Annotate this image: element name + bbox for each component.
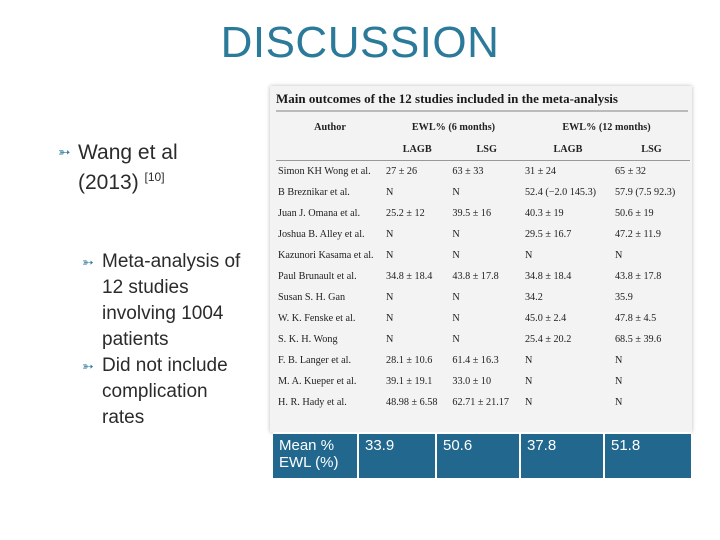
author-cell: Juan J. Omana et al. <box>278 208 361 219</box>
header-ewl-12-months: EWL% (12 months) <box>562 121 651 133</box>
value-cell: 25.2 ± 12 <box>386 208 425 219</box>
value-cell: N <box>614 355 623 366</box>
value-cell: 39.1 ± 19.1 <box>386 376 433 387</box>
mean-value-lagb-6: 33.9 <box>359 434 437 478</box>
value-cell: 27 ± 26 <box>384 161 450 183</box>
table-row <box>276 392 690 413</box>
value-cell: N <box>524 376 533 387</box>
value-cell: 47.8 ± 4.5 <box>614 313 657 324</box>
value-cell: 35.9 <box>614 292 633 303</box>
table-row <box>276 224 690 245</box>
value-cell: 43.8 ± 17.8 <box>452 271 499 282</box>
sub-bullet-line: complication <box>102 381 208 402</box>
value-cell: 57.9 (7.5 92.3) <box>614 187 676 198</box>
mean-value-lagb-12: 37.8 <box>521 434 605 478</box>
value-cell: N <box>614 250 623 261</box>
value-cell: N <box>386 292 394 303</box>
bullet-arrow-icon: ➳ <box>58 144 71 161</box>
mean-value-lsg-6: 50.6 <box>437 434 521 478</box>
table-body <box>276 161 690 414</box>
table-row <box>276 350 690 371</box>
author-cell: F. B. Langer et al. <box>278 355 352 366</box>
value-cell: N <box>452 187 460 198</box>
value-cell: 33.0 ± 10 <box>452 376 492 387</box>
bullet-arrow-icon: ➳ <box>82 358 94 374</box>
value-cell: N <box>452 313 460 324</box>
sub-bullet-line: involving 1004 <box>102 303 224 324</box>
value-cell: 62.71 ± 21.17 <box>452 397 509 408</box>
table-divider <box>276 110 688 112</box>
value-cell: N <box>386 334 394 345</box>
sub-bullet-line: rates <box>102 407 145 428</box>
value-cell: 47.2 ± 11.9 <box>614 229 661 240</box>
value-cell: 52.4 (−2.0 145.3) <box>524 187 597 198</box>
table-row <box>276 308 690 329</box>
value-cell: 61.4 ± 16.3 <box>452 355 499 366</box>
value-cell: N <box>452 250 460 261</box>
value-cell: 29.5 ± 16.7 <box>524 229 572 240</box>
sub-bullet-line: Did not include <box>102 355 228 376</box>
citation-ref: [10] <box>144 170 165 184</box>
table-row <box>276 287 690 308</box>
sub-bullet-complications <box>82 353 273 431</box>
header-author: Author <box>314 121 346 133</box>
value-cell: N <box>524 397 533 408</box>
outcomes-table <box>276 116 690 413</box>
sub-bullet-meta-analysis <box>82 249 273 353</box>
author-cell: Simon KH Wong et al. <box>276 161 384 183</box>
table-row <box>276 266 690 287</box>
value-cell: N <box>614 376 623 387</box>
bullet-list <box>58 140 273 431</box>
value-cell: 43.8 ± 17.8 <box>614 271 662 282</box>
table-row <box>276 329 690 350</box>
sub-bullet-line: patients <box>102 329 169 350</box>
bullet-citation <box>58 140 273 195</box>
table-row <box>276 161 690 183</box>
slide-title: DISCUSSION <box>220 18 500 67</box>
value-cell: 65 ± 32 <box>613 161 690 183</box>
mean-ewl-row <box>273 432 691 478</box>
mean-ewl-label: Mean % EWL (%) <box>273 434 359 478</box>
header-ewl-6-months: EWL% (6 months) <box>411 121 496 133</box>
value-cell: N <box>452 229 460 240</box>
author-cell: M. A. Kueper et al. <box>278 376 357 387</box>
value-cell: N <box>386 229 394 240</box>
value-cell: N <box>386 187 394 198</box>
value-cell: 25.4 ± 20.2 <box>524 334 572 345</box>
value-cell: N <box>452 292 460 303</box>
author-cell: Paul Brunault et al. <box>278 271 357 282</box>
subheader-lagb: LAGB <box>553 143 583 155</box>
table-row <box>276 203 690 224</box>
author-cell: H. R. Hady et al. <box>278 397 347 408</box>
bullet-arrow-icon: ➳ <box>82 254 94 270</box>
sub-bullet-line: 12 studies <box>102 277 189 298</box>
value-cell: 34.2 <box>524 292 543 303</box>
table-row <box>276 245 690 266</box>
value-cell: N <box>614 397 623 408</box>
value-cell: N <box>386 313 394 324</box>
value-cell: N <box>386 250 394 261</box>
author-cell: S. K. H. Wong <box>278 334 338 345</box>
value-cell: 31 ± 24 <box>523 161 613 183</box>
outcomes-table-image <box>270 86 692 432</box>
citation-year: (2013) <box>78 171 139 194</box>
subheader-lagb: LAGB <box>402 143 432 155</box>
mean-value-lsg-12: 51.8 <box>611 437 641 454</box>
citation-author: Wang et al <box>78 141 178 164</box>
author-cell: Susan S. H. Gan <box>278 292 346 303</box>
subheader-lsg: LSG <box>641 143 662 155</box>
table-title: Main outcomes of the 12 studies included in the meta-analysis <box>276 91 618 106</box>
value-cell: 39.5 ± 16 <box>452 208 492 219</box>
table-row <box>276 182 690 203</box>
value-cell: 63 ± 33 <box>450 161 523 183</box>
author-cell: Kazunori Kasama et al. <box>278 250 374 261</box>
subheader-lsg: LSG <box>476 143 497 155</box>
author-cell: Joshua B. Alley et al. <box>278 229 365 240</box>
value-cell: 48.98 ± 6.58 <box>386 397 438 408</box>
value-cell: N <box>524 355 533 366</box>
author-cell: B Breznikar et al. <box>278 187 350 198</box>
author-cell: W. K. Fenske et al. <box>278 313 356 324</box>
value-cell: 40.3 ± 19 <box>524 208 564 219</box>
value-cell: 28.1 ± 10.6 <box>386 355 433 366</box>
sub-bullet-line: Meta-analysis of <box>102 251 241 272</box>
table-row <box>276 371 690 392</box>
value-cell: 34.8 ± 18.4 <box>524 271 572 282</box>
value-cell: N <box>524 250 533 261</box>
value-cell: 34.8 ± 18.4 <box>386 271 433 282</box>
value-cell: N <box>452 334 460 345</box>
value-cell: 50.6 ± 19 <box>614 208 654 219</box>
value-cell: 68.5 ± 39.6 <box>614 334 662 345</box>
value-cell: 45.0 ± 2.4 <box>524 313 567 324</box>
